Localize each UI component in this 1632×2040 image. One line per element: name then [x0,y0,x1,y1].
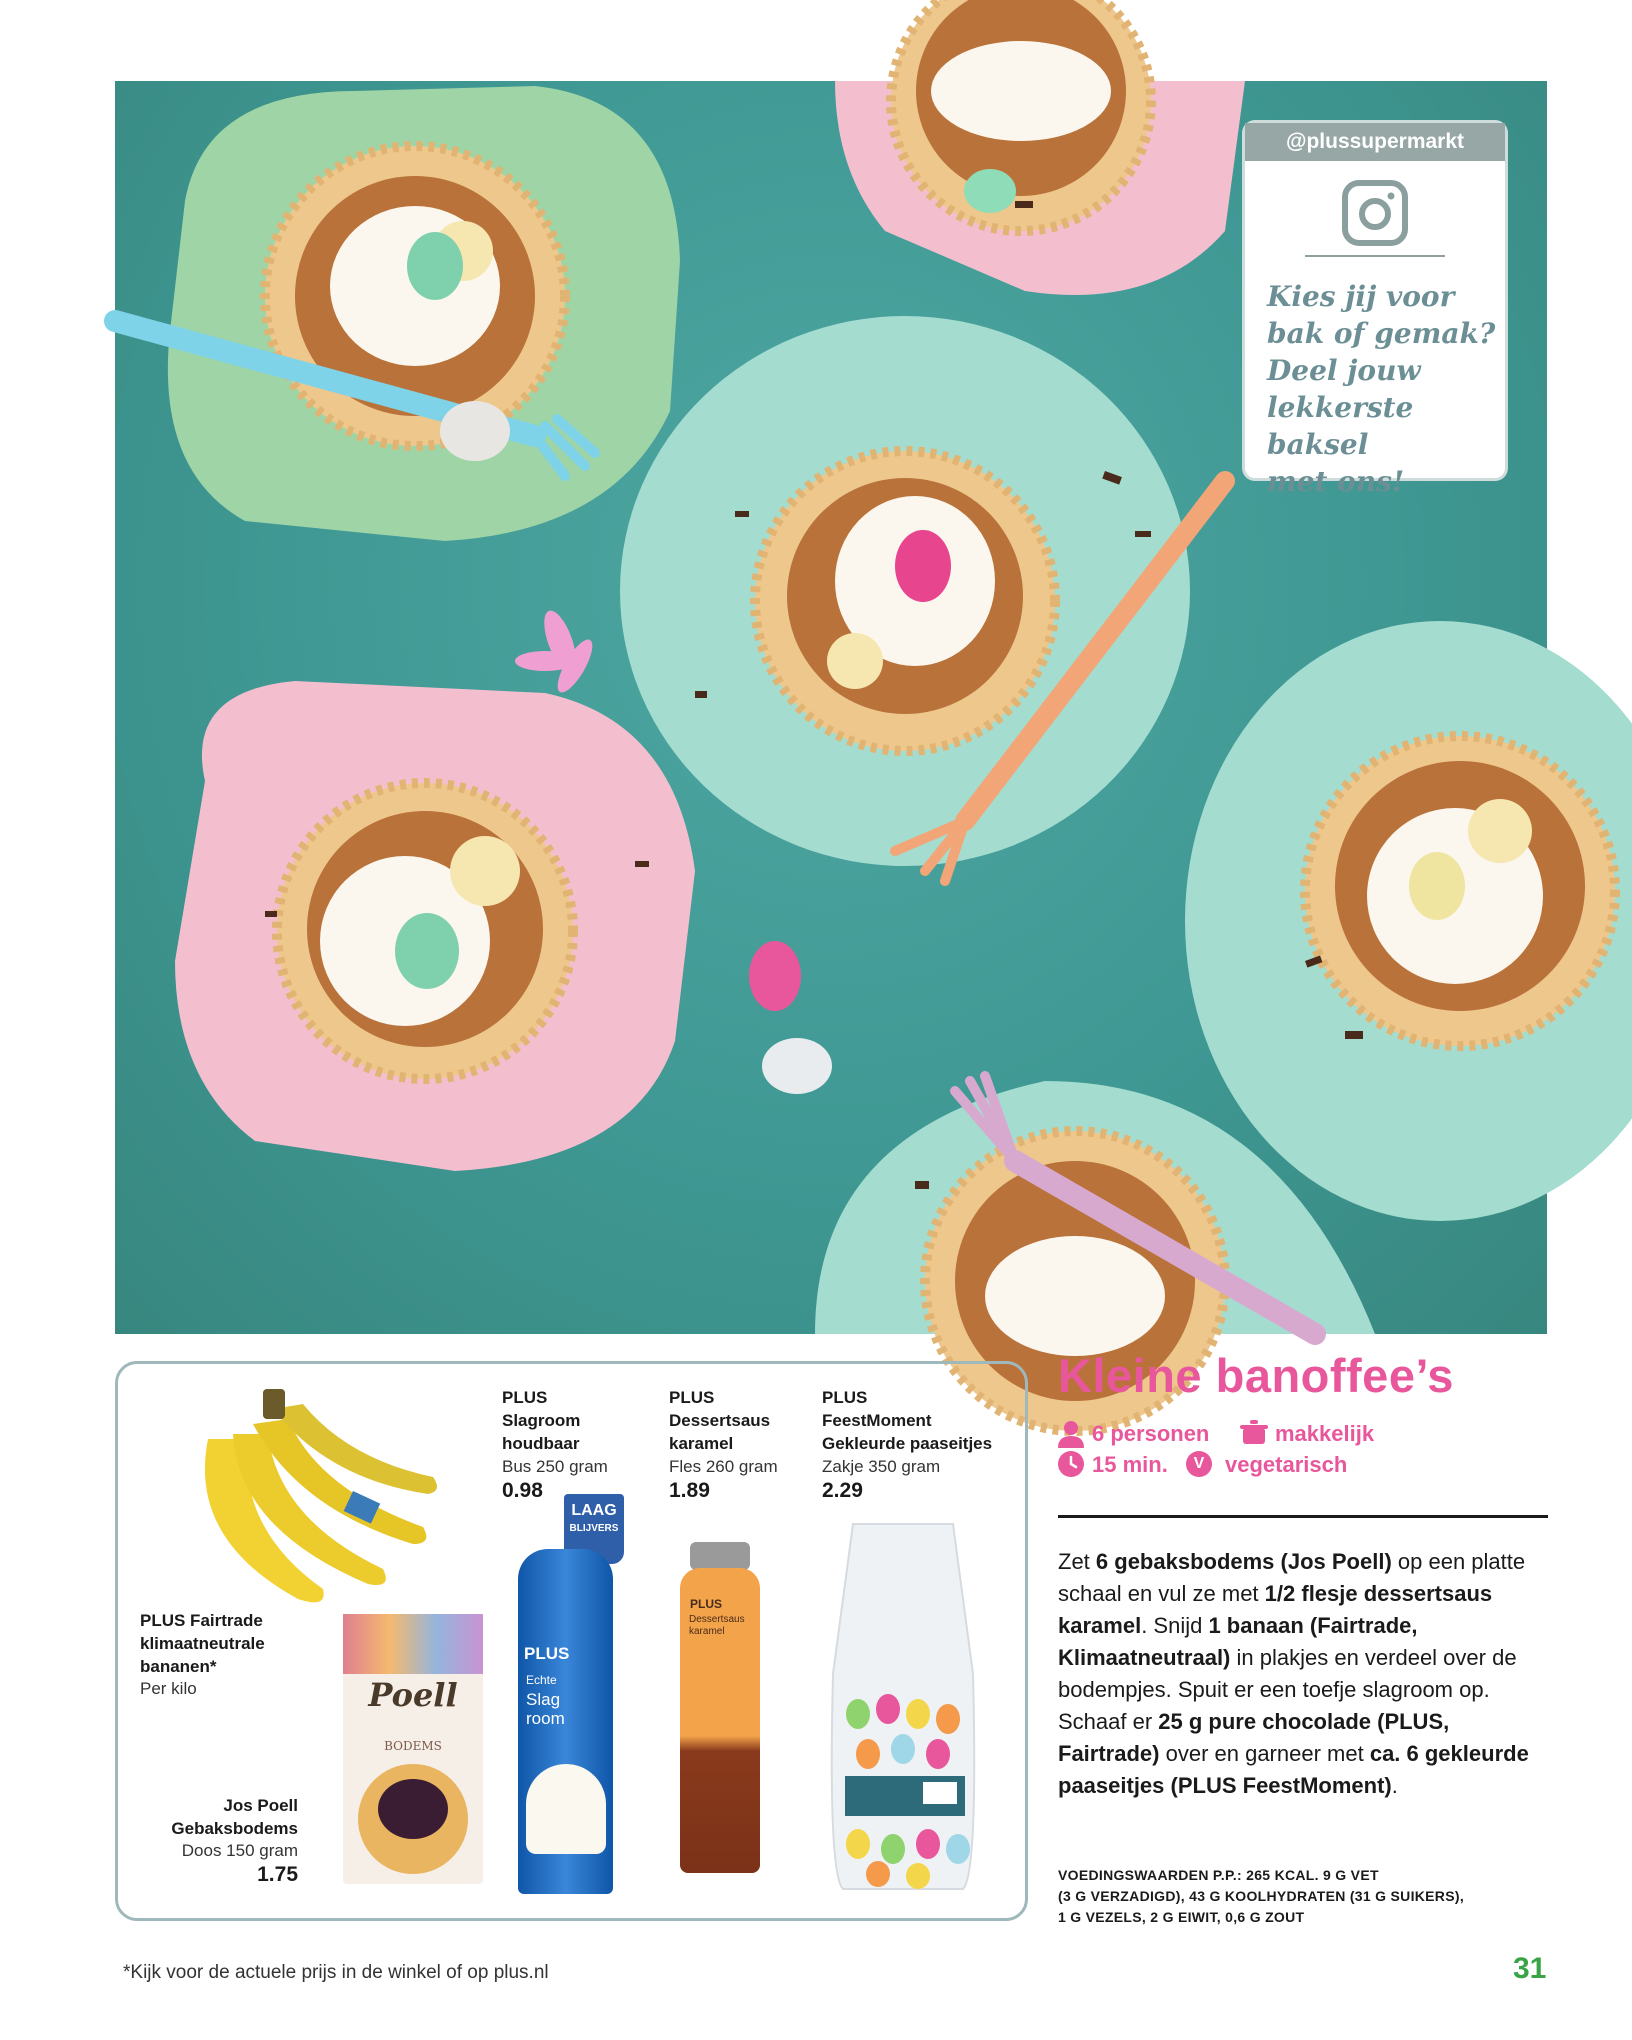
caption-line: lekkerste baksel [1267,391,1414,461]
slagroom-pack-brand: PLUS [524,1644,570,1663]
banana-image [178,1379,438,1609]
pack-line: Slag [526,1690,561,1709]
product-brand: PLUS [502,1388,548,1407]
badge-line: LAAG [571,1502,617,1519]
product-price-jos-poell: 1.75 [257,1863,298,1886]
recipe-text-segment: . [1391,1773,1398,1798]
recipe-ingredient: ca. 6 gekleurde paaseitjes (PLUS FeestMoment) [1058,1741,1529,1798]
recipe-title: Kleine banoffee’s [1058,1349,1454,1402]
dessertsaus-pack-text [689,1614,745,1638]
product-size-bananas: Per kilo [140,1679,197,1698]
product-name-paaseitjes [822,1386,992,1455]
slagroom-pack-text [526,1671,565,1728]
cooking-pot-icon [1240,1420,1268,1446]
recipe-text-segment: op een platte schaal en vul ze met [1058,1549,1526,1606]
recipe-instructions [1058,1546,1548,1802]
recipe-text-segment: Zet [1058,1549,1096,1574]
product-name-line: Jos Poell [223,1796,298,1815]
dessertsaus-pack-brand: PLUS [690,1597,723,1611]
recipe-difficulty: makkelijk [1275,1421,1375,1446]
recipe-diet: vegetarisch [1225,1452,1348,1477]
recipe-time: 15 min. [1092,1452,1168,1477]
product-brand: PLUS [822,1388,868,1407]
clock-icon [1058,1451,1084,1477]
recipe-ingredient: 6 gebaksbodems (Jos Poell) [1095,1549,1392,1574]
product-size-slagroom: Bus 250 gram [502,1457,608,1476]
jos-poell-logo: Poell [368,1676,458,1714]
product-size-dessertsaus: Fles 260 gram [669,1457,778,1476]
product-name-line: Gekleurde paaseitjes [822,1434,993,1453]
slagroom-can-image [518,1549,613,1894]
caption-line: Kies jij voor [1267,280,1455,313]
recipe-divider [1058,1515,1548,1518]
recipe-servings: 6 personen [1092,1421,1210,1446]
jos-poell-box-image [343,1614,483,1884]
instagram-icon [1342,180,1408,246]
recipe-ingredient: 25 g pure chocolade (PLUS, Fairtrade) [1058,1709,1450,1766]
product-brand: PLUS [669,1388,715,1407]
pack-line: Echte [526,1673,557,1687]
product-name-line: klimaatneutrale [140,1634,265,1653]
nutrition-info [1058,1865,1553,1928]
product-name-line: bananen* [140,1657,217,1676]
pack-line: room [526,1709,565,1728]
product-name-jos-poell [158,1794,298,1840]
paaseitjes-bag-image [823,1514,983,1894]
product-price-paaseitjes: 2.29 [822,1479,863,1502]
jos-poell-pack-label: BODEMS [384,1739,442,1753]
person-icon [1058,1420,1084,1448]
pack-line: Dessertsaus [689,1614,745,1625]
badge-line: BLIJVERS [569,1523,619,1534]
product-name-bananas [140,1609,265,1678]
product-price-slagroom: 0.98 [502,1479,543,1502]
product-name-line: Slagroom [502,1411,581,1430]
product-size-paaseitjes: Zakje 350 gram [822,1457,941,1476]
product-name-line: karamel [669,1434,734,1453]
product-name-line: Dessertsaus [669,1411,771,1430]
product-name-slagroom [502,1386,580,1455]
nutrition-line: (3 G VERZADIGD), 43 G KOOLHYDRATEN (31 G SUIKERS), [1058,1888,1465,1904]
product-size-jos-poell: Doos 150 gram [181,1841,298,1860]
instagram-caption [1267,278,1497,500]
product-name-line: Gebaksbodems [171,1819,298,1838]
page-number: 31 [1513,1952,1547,1985]
caption-line: Deel jouw [1267,354,1421,387]
price-footnote: *Kijk voor de actuele prijs in de winkel of op plus.nl [123,1962,549,1983]
product-name-line: houdbaar [502,1434,580,1453]
recipe-text-segment: over en garneer met [1159,1741,1370,1766]
product-name-dessertsaus [669,1386,770,1455]
nutrition-line: 1 G VEZELS, 2 G EIWIT, 0,6 G ZOUT [1058,1909,1305,1925]
product-name-line: PLUS Fairtrade [140,1611,263,1630]
pack-line: karamel [689,1626,725,1637]
instagram-divider [1305,255,1445,257]
recipe-ingredient: 1 banaan (Fairtrade, Klimaatneutraal) [1058,1613,1418,1670]
dessertsaus-bottle-image [675,1542,765,1877]
recipe-text-segment: in plakjes en verdeel over de bodempjes. Spuit er een toefje slagroom op. Schaaf er [1058,1645,1517,1734]
caption-line: met ons! [1267,465,1405,498]
recipe-ingredient: 1/2 flesje dessertsaus karamel [1058,1581,1493,1638]
vegetarian-icon: V [1186,1451,1212,1477]
nutrition-line: VOEDINGSWAARDEN P.P.: 265 KCAL. 9 G VET [1058,1867,1379,1883]
instagram-card [1245,123,1505,498]
caption-line: bak of gemak? [1267,317,1496,350]
product-name-line: FeestMoment [822,1411,932,1430]
product-box [115,1361,1028,1921]
product-price-dessertsaus: 1.89 [669,1479,710,1502]
recipe-text-segment: . Snijd [1141,1613,1209,1638]
instagram-handle[interactable]: @plussupermarkt [1245,123,1505,161]
